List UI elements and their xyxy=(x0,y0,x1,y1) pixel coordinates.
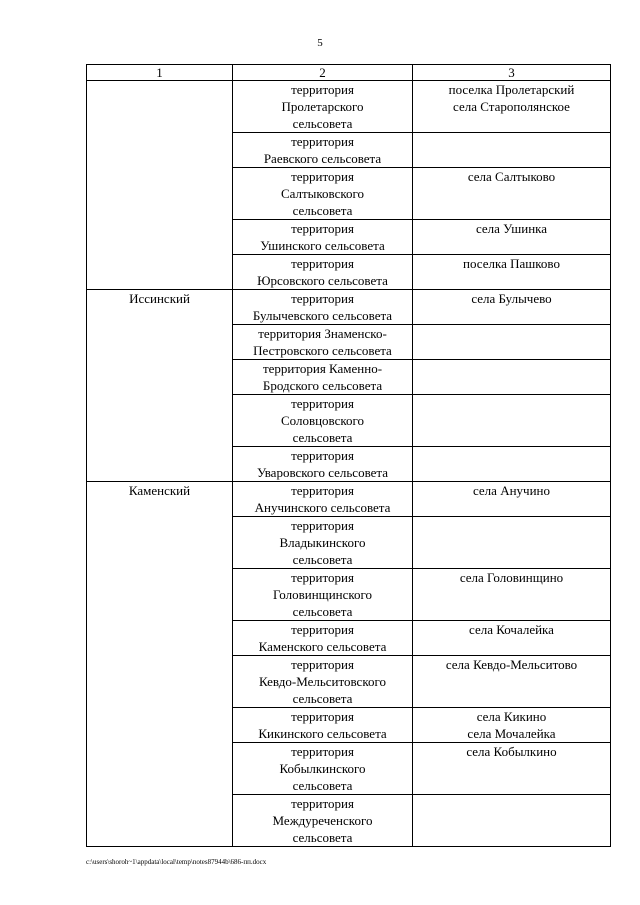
settlements-cell: села Булычево xyxy=(413,290,611,325)
table-header-row xyxy=(87,65,611,81)
territory-cell: территория Кобылкинского сельсовета xyxy=(233,743,413,795)
column-header-2: 2 xyxy=(233,65,413,81)
territory-cell: территория Ушинского сельсовета xyxy=(233,220,413,255)
settlements-cell xyxy=(413,447,611,482)
settlements-cell: поселка Пролетарский села Старополянское xyxy=(413,81,611,133)
settlements-cell xyxy=(413,325,611,360)
settlements-cell: села Салтыково xyxy=(413,168,611,220)
settlements-cell: села Кевдо-Мельситово xyxy=(413,656,611,708)
settlements-cell xyxy=(413,795,611,847)
territory-cell: территория Анучинского сельсовета xyxy=(233,482,413,517)
territory-cell: территория Салтыковского сельсовета xyxy=(233,168,413,220)
territory-cell: территория Каменского сельсовета xyxy=(233,621,413,656)
table-row xyxy=(87,482,611,517)
territory-cell: территория Кевдо-Мельситовского сельсовета xyxy=(233,656,413,708)
footer-file-path: c:\users\shoroh~1\appdata\local\temp\notes87944b\686-пп.docx xyxy=(86,858,267,866)
table-row xyxy=(87,81,611,133)
column-header-3: 3 xyxy=(413,65,611,81)
territory-cell: территория Междуреченского сельсовета xyxy=(233,795,413,847)
territory-cell: территория Кикинского сельсовета xyxy=(233,708,413,743)
territory-cell: территория Знаменско- Пестровского сельсовета xyxy=(233,325,413,360)
territory-cell: территория Булычевского сельсовета xyxy=(233,290,413,325)
settlements-cell: села Анучино xyxy=(413,482,611,517)
territory-cell: территория Юрсовского сельсовета xyxy=(233,255,413,290)
territory-cell: территория Головинщинского сельсовета xyxy=(233,569,413,621)
territory-cell: территория Каменно- Бродского сельсовета xyxy=(233,360,413,395)
territory-cell: территория Пролетарского сельсовета xyxy=(233,81,413,133)
page-number: 5 xyxy=(317,37,323,49)
territory-cell: территория Владыкинского сельсовета xyxy=(233,517,413,569)
table-row xyxy=(87,290,611,325)
settlements-cell xyxy=(413,360,611,395)
territory-cell: территория Раевского сельсовета xyxy=(233,133,413,168)
settlements-cell: села Ушинка xyxy=(413,220,611,255)
settlements-cell xyxy=(413,517,611,569)
territory-cell: территория Уваровского сельсовета xyxy=(233,447,413,482)
column-header-1: 1 xyxy=(87,65,233,81)
table-body xyxy=(87,81,611,847)
territory-cell: территория Соловцовского сельсовета xyxy=(233,395,413,447)
settlements-cell xyxy=(413,133,611,168)
settlements-cell: села Кочалейка xyxy=(413,621,611,656)
settlements-cell xyxy=(413,395,611,447)
settlements-cell: села Кикино села Мочалейка xyxy=(413,708,611,743)
district-cell xyxy=(87,81,233,290)
settlements-table xyxy=(86,64,611,847)
settlements-cell: села Головинщино xyxy=(413,569,611,621)
district-cell: Иссинский xyxy=(87,290,233,482)
settlements-cell: поселка Пашково xyxy=(413,255,611,290)
settlements-cell: села Кобылкино xyxy=(413,743,611,795)
district-cell: Каменский xyxy=(87,482,233,847)
